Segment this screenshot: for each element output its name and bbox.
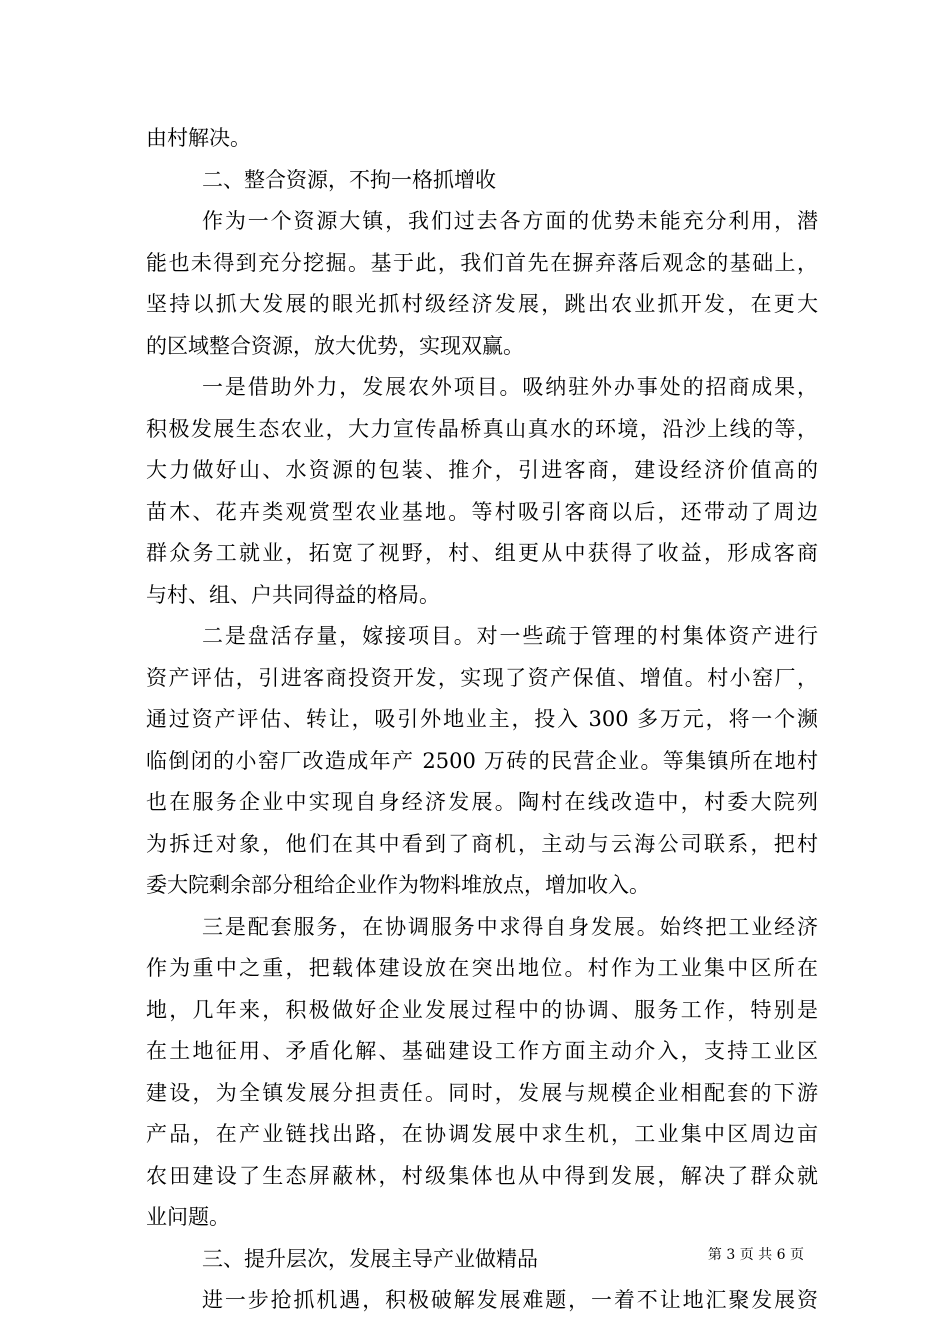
text-line: 建设，为全镇发展分担责任。同时，发展与规模企业相配套的下游 [146,1080,818,1105]
text-line: 群众务工就业，拓宽了视野，村、组更从中获得了收益，形成客商 [146,541,818,565]
text-line: 大力做好山、水资源的包装、推介，引进客商，建设经济价值高的 [146,458,818,482]
text-line: 积极发展生态农业，大力宣传晶桥真山真水的环境，沿沙上线的等， [146,416,818,441]
text-line: 临倒闭的小窑厂改造成年产 2500 万砖的民营企业。等集镇所在地村 [146,748,818,773]
text-line: 委大院剩余部分租给企业作为物料堆放点，增加收入。 [146,873,650,897]
text-line: 与村、组、户共同得益的格局。 [146,582,440,607]
text-line: 为拆迁对象，他们在其中看到了商机，主动与云海公司联系，把村 [146,831,818,856]
text-line: 一是借助外力，发展农外项目。吸纳驻外办事处的招商成果， [202,375,818,399]
text-line: 二是盘活存量，嫁接项目。对一些疏于管理的村集体资产进行 [202,624,818,648]
text-line: 作为重中之重，把载体建设放在突出地位。村作为工业集中区所在 [146,956,818,980]
body-text [146,118,818,1322]
text-line: 进一步抢抓机遇，积极破解发展难题，一着不让地汇聚发展资 [202,1288,818,1312]
text-line: 业问题。 [146,1205,230,1229]
text-line: 农田建设了生态屏蔽林，村级集体也从中得到发展，解决了群众就 [146,1163,818,1188]
text-line: 在土地征用、矛盾化解、基础建设工作方面主动介入，支持工业区 [146,1039,818,1063]
text-line: 产品，在产业链找出路，在协调发展中求生机，工业集中区周边亩 [146,1122,818,1146]
text-line: 地，几年来，积极做好企业发展过程中的协调、服务工作，特别是 [146,997,818,1022]
text-line: 三、提升层次，发展主导产业做精品 [202,1246,538,1271]
text-line: 通过资产评估、转让，吸引外地业主，投入 300 多万元，将一个濒 [146,707,818,731]
text-line: 能也未得到充分挖掘。基于此，我们首先在摒弃落后观念的基础上， [146,250,818,275]
text-line: 二、整合资源，不拘一格抓增收 [202,167,496,192]
page-number-footer: 第 3 页 共 6 页 [707,1247,804,1263]
text-line: 的区域整合资源，放大优势，实现双赢。 [146,333,524,358]
text-line: 作为一个资源大镇，我们过去各方面的优势未能充分利用，潜 [202,209,818,233]
text-line: 苗木、花卉类观赏型农业基地。等村吸引客商以后，还带动了周边 [146,499,818,524]
text-line: 坚持以抓大发展的眼光抓村级经济发展，跳出农业抓开发，在更大 [146,292,818,316]
text-line: 也在服务企业中实现自身经济发展。陶村在线改造中，村委大院列 [146,790,818,814]
text-line: 由村解决。 [146,126,251,150]
text-line: 资产评估，引进客商投资开发，实现了资产保值、增值。村小窑厂， [146,665,818,690]
text-line: 三是配套服务，在协调服务中求得自身发展。始终把工业经济 [202,914,818,939]
